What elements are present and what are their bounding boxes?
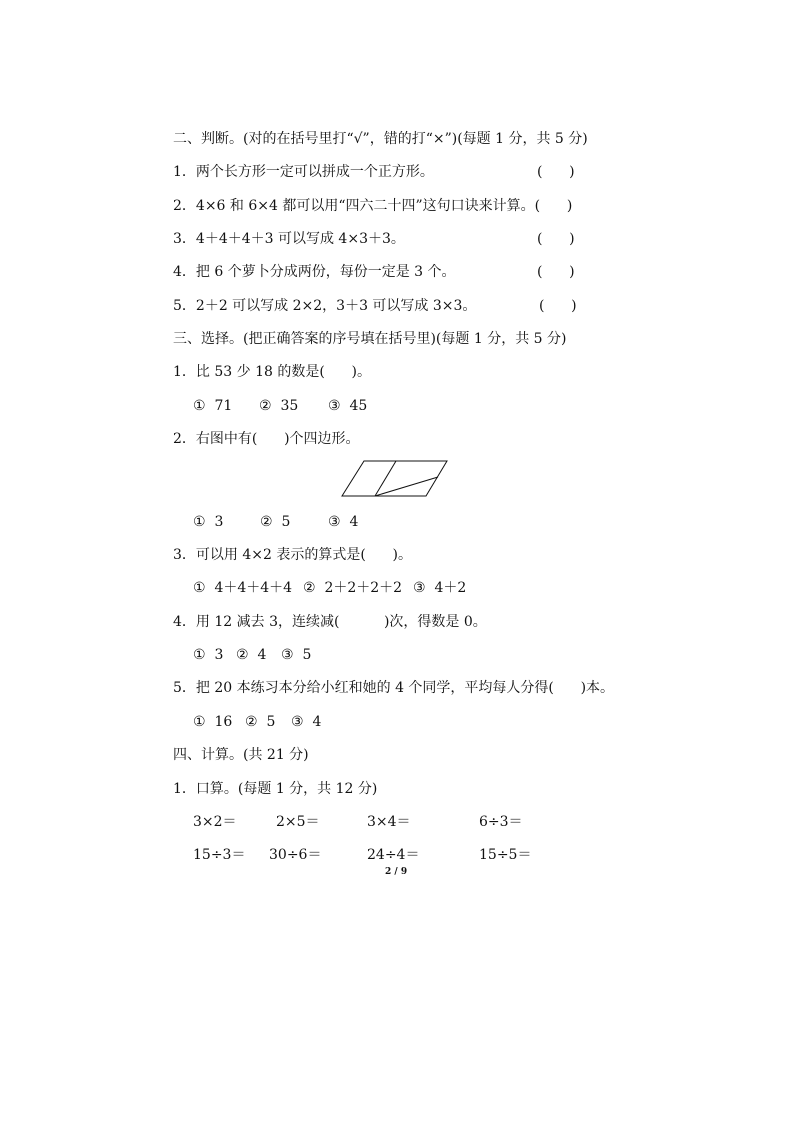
- q2-option-1: ① 3: [193, 514, 224, 530]
- section2-item-2: 2．4×6 和 6×4 都可以用“四六二十四”这句口诀来计算。( ): [173, 198, 573, 214]
- calc-r2-c1: 15÷3＝: [193, 847, 246, 863]
- figure-outline: [342, 461, 447, 496]
- calc-r1-c4: 6÷3＝: [479, 814, 523, 830]
- section3-title: 三、选择。(把正确答案的序号填在括号里)(每题 1 分，共 5 分): [173, 331, 567, 347]
- section2-item-1-answer[interactable]: ( ): [537, 164, 575, 180]
- section2-item-1: 1．两个长方形一定可以拼成一个正方形。: [173, 164, 434, 180]
- calc-r2-c4: 15÷5＝: [479, 847, 532, 863]
- q5-option-1: ① 16: [193, 714, 233, 730]
- q2-option-3: ③ 4: [328, 514, 359, 530]
- section3-q1: 1．比 53 少 18 的数是( )。: [173, 364, 371, 380]
- q3-option-3: ③ 4＋2: [413, 580, 467, 596]
- section3-q4: 4．用 12 减去 3，连续减( )次，得数是 0。: [173, 614, 487, 630]
- q3-option-1: ① 4＋4＋4＋4: [193, 580, 293, 596]
- section2-item-5-answer[interactable]: ( ): [539, 298, 577, 314]
- page-number: 2 / 9: [385, 867, 408, 877]
- calc-r2-c3: 24÷4＝: [367, 847, 420, 863]
- section2-item-4: 4．把 6 个萝卜分成两份，每份一定是 3 个。: [173, 264, 456, 280]
- q1-option-1: ① 71: [193, 398, 233, 414]
- section2-item-3: 3．4＋4＋4＋3 可以写成 4×3＋3。: [173, 231, 405, 247]
- q4-option-1: ① 3: [193, 647, 224, 663]
- q4-option-3: ③ 5: [281, 647, 312, 663]
- calc-r1-c1: 3×2＝: [193, 814, 237, 830]
- section3-q3: 3．可以用 4×2 表示的算式是( )。: [173, 547, 412, 563]
- section3-q2: 2．右图中有( )个四边形。: [173, 431, 360, 447]
- q1-option-2: ② 35: [259, 398, 299, 414]
- section2-item-4-answer[interactable]: ( ): [537, 264, 575, 280]
- q2-option-2: ② 5: [260, 514, 291, 530]
- q4-option-2: ② 4: [236, 647, 267, 663]
- section4-title: 四、计算。(共 21 分): [173, 747, 309, 763]
- q5-option-3: ③ 4: [291, 714, 322, 730]
- section2-item-5: 5．2＋2 可以写成 2×2，3＋3 可以写成 3×3。: [173, 298, 477, 314]
- q1-option-3: ③ 45: [328, 398, 368, 414]
- q5-option-2: ② 5: [245, 714, 276, 730]
- section2-title: 二、判断。(对的在括号里打“√”，错的打“×”)(每题 1 分，共 5 分): [173, 131, 588, 147]
- section2-item-3-answer[interactable]: ( ): [537, 231, 575, 247]
- calc-r2-c2: 30÷6＝: [269, 847, 322, 863]
- q3-option-2: ② 2＋2＋2＋2: [303, 580, 403, 596]
- calc-r1-c3: 3×4＝: [367, 814, 411, 830]
- section3-q5: 5．把 20 本练习本分给小红和她的 4 个同学，平均每人分得( )本。: [173, 680, 615, 696]
- quadrilateral-figure: [340, 459, 450, 499]
- calc-r1-c2: 2×5＝: [276, 814, 320, 830]
- section4-sub1: 1．口算。(每题 1 分，共 12 分): [173, 781, 378, 797]
